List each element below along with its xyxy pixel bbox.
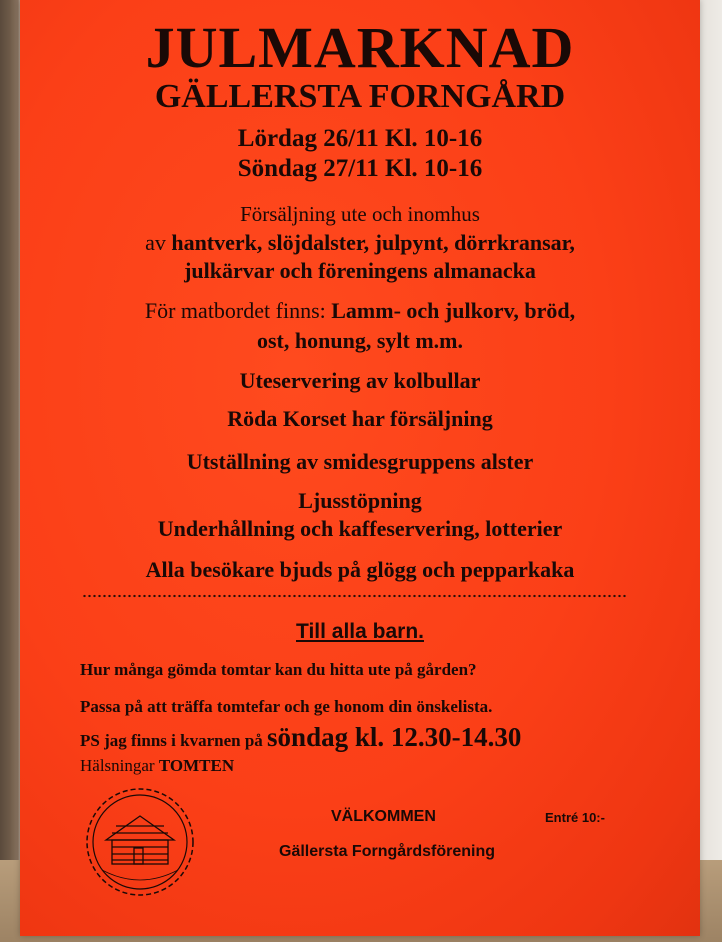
kids-ps: PS jag finns i kvarnen på söndag kl. 12.30-14.30 (80, 722, 522, 752)
dotted-divider (82, 594, 627, 598)
poster-subtitle: GÄLLERSTA FORNGÅRD (154, 78, 566, 115)
date-sunday: Söndag 27/11 Kl. 10-16 (237, 155, 483, 182)
entry-fee: Entré 10:- (545, 810, 605, 825)
food-line-1: För matbordet finns: Lamm- och julkorv, bröd, (144, 298, 576, 323)
poster-title: JULMARKNAD (145, 15, 575, 80)
kids-wishlist: Passa på att träffa tomtefar och ge honom din önskelista. (80, 697, 493, 716)
kids-heading: Till alla barn. (296, 620, 424, 643)
kids-greeting: Hälsningar TOMTEN (80, 756, 235, 775)
poster (20, 0, 700, 936)
sales-line-2: av hantverk, slöjdalster, julpynt, dörrkransar, (145, 230, 575, 255)
food-line-2: ost, honung, sylt m.m. (257, 328, 463, 353)
activity-ljusstopning: Ljusstöpning (298, 488, 422, 513)
welcome-text: VÄLKOMMEN (331, 808, 436, 825)
date-saturday: Lördag 26/11 Kl. 10-16 (237, 125, 483, 152)
activity-underhallning: Underhållning och kaffeservering, lotterier (157, 516, 563, 541)
association-name: Gällersta Forngårdsförening (279, 843, 496, 860)
association-logo (82, 786, 198, 898)
activity-roda-korset: Röda Korset har försäljning (227, 406, 493, 431)
kids-question: Hur många gömda tomtar kan du hitta ute på gården? (80, 660, 477, 679)
activity-smides: Utställning av smidesgruppens alster (186, 449, 534, 474)
sales-line-1: Försäljning ute och inomhus (240, 202, 480, 226)
sales-line-3: julkärvar och föreningens almanacka (184, 258, 536, 283)
activity-kolbullar: Uteservering av kolbullar (239, 368, 481, 393)
activity-glogg: Alla besökare bjuds på glögg och pepparkaka (145, 557, 575, 582)
